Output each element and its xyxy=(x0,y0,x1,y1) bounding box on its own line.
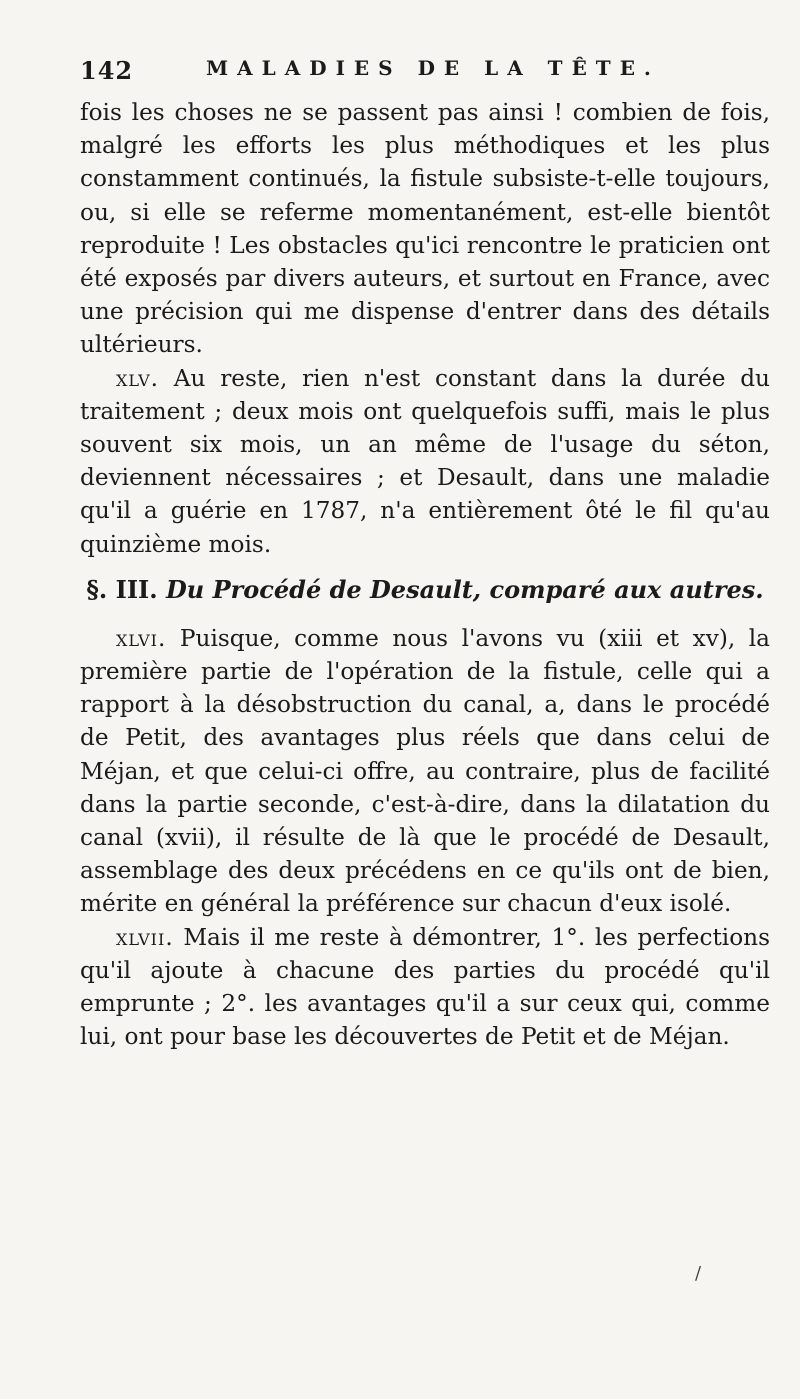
section-number: §. III. xyxy=(86,574,158,604)
paragraph-label-xlvi: xlvi. xyxy=(116,624,167,652)
page-number: 142 xyxy=(80,56,134,85)
paragraph-continuation: fois les choses ne se passent pas ainsi ! combien de fois, malgré les efforts les plus méthodiques et les plus constamment continués, la fistule subsiste-t-elle toujours, ou, si elle se referme momentanément, est-elle bientôt reproduite ! Les obstacles qu'ici rencontre le praticien ont été exposés par divers auteurs, et surtout en France, avec une précision qui me dispense d'entrer dans des détails ultérieurs. xyxy=(80,99,770,359)
paragraph-xlv-text: Au reste, rien n'est constant dans la durée du traitement ; deux mois ont quelquefois suffi, mais le plus souvent six mois, un an même de l'usage du séton, deviennent nécessaires ; et Desault, dans une maladie qu'il a guérie en 1787, n'a entièrement ôté le fil qu'au quinzième mois. xyxy=(80,364,770,558)
section-title: Du Procédé de Desault, comparé aux autres. xyxy=(165,574,764,604)
paragraph-xlvii xyxy=(80,921,770,1054)
paragraph-xlvii-text: Mais il me reste à démontrer, 1°. les perfections qu'il ajoute à chacune des parties du procédé qu'il emprunte ; 2°. les avantages qu'il a sur ceux qui, comme lui, ont pour base les découvertes de Petit et de Méjan. xyxy=(80,923,770,1051)
paragraph-xlvi-text: Puisque, comme nous l'avons vu (xiii et xv), la première partie de l'opération de la fistule, celle qui a rapport à la désobstruction du canal, a, dans le procédé de Petit, des avantages plus réels que dans celui de Méjan, et que celui-ci offre, au contraire, plus de facilité dans la partie seconde, c'est-à-dire, dans la dilatation du canal (xvii), il résulte de là que le procédé de Desault, assemblage des deux précédens en ce qu'ils ont de bien, mérite en général la préférence sur chacun d'eux isolé. xyxy=(80,624,770,918)
paragraph-xlv xyxy=(80,362,770,561)
stray-mark: / xyxy=(695,1263,702,1284)
paragraph-label-xlv: xlv. xyxy=(116,364,160,392)
paragraph-xlvi xyxy=(80,622,770,921)
running-title: MALADIES DE LA TÊTE. xyxy=(206,56,660,80)
running-head xyxy=(80,56,770,96)
section-heading xyxy=(80,573,770,607)
page-content xyxy=(80,56,770,1053)
paragraph-label-xlvii: xlvii. xyxy=(116,923,174,951)
